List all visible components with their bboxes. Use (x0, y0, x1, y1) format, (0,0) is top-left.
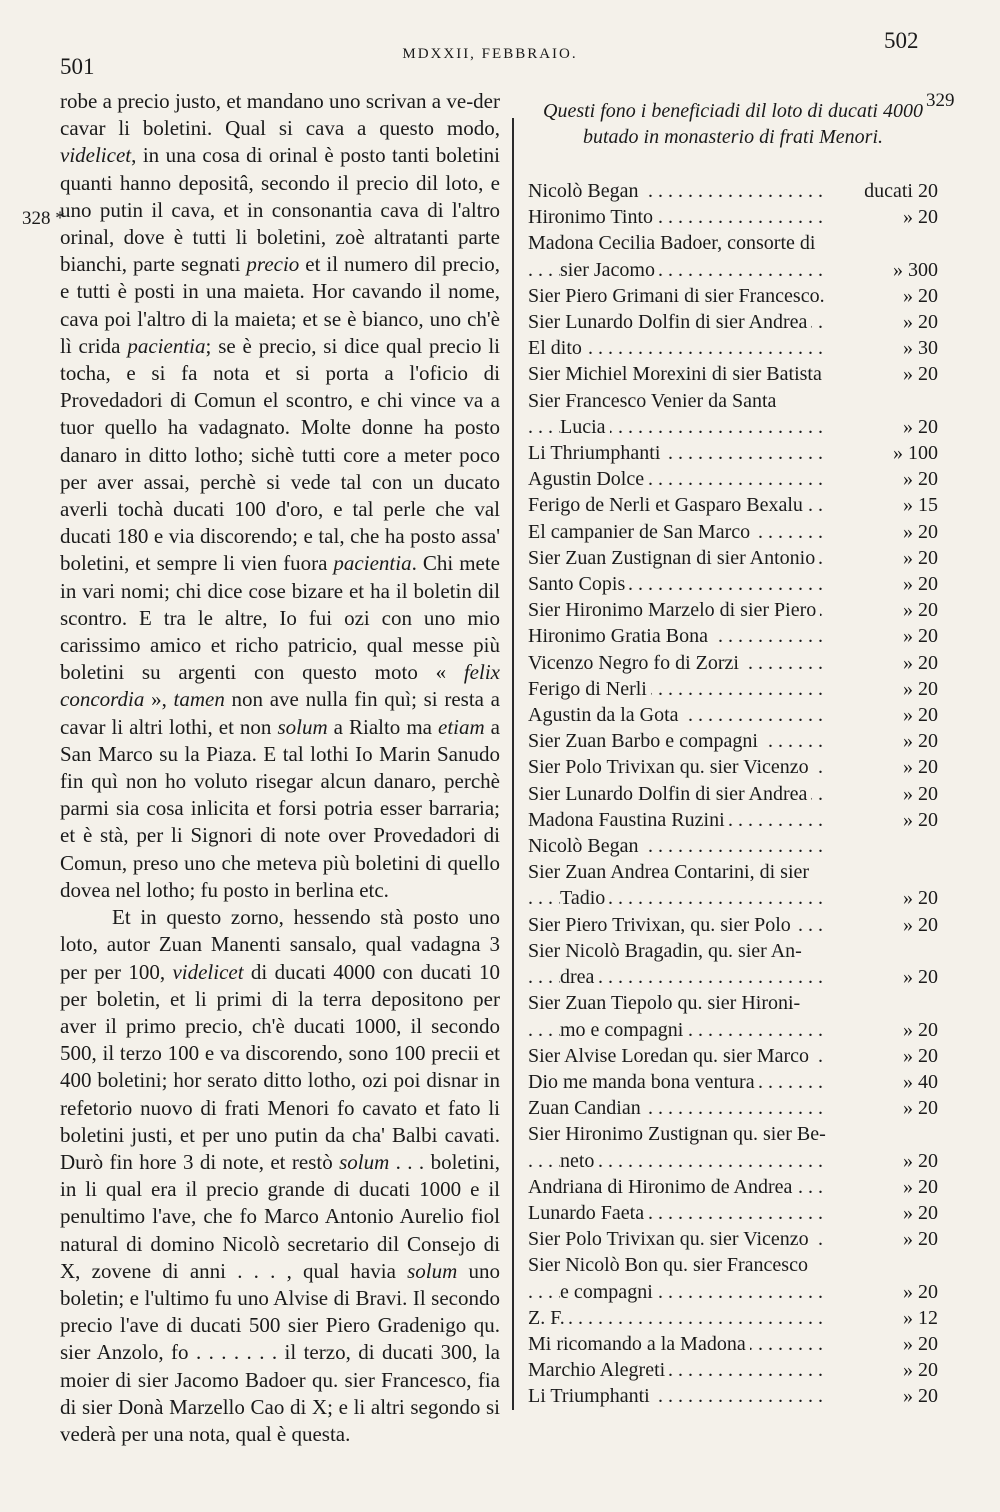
entry-name: Sier Francesco Venier da Santa (528, 390, 780, 412)
italic-run: felix concordia (60, 660, 500, 712)
list-item (528, 388, 938, 440)
entry-name: Tadio (560, 887, 609, 909)
entry-line (528, 1017, 938, 1043)
entry-name: Li Triumphanti (528, 1385, 654, 1407)
entry-line (528, 178, 938, 204)
entry-line (528, 309, 938, 335)
text-run: non ave nulla fin quì; si resta a cavar li altri lothi, et non (60, 687, 500, 739)
list-item (528, 938, 938, 990)
entry-amount: » 20 (899, 1331, 938, 1357)
italic-run: pacientia (333, 551, 412, 576)
text-run: , in una cosa di orinal è posto tanti boletini quanti hanno depositâ, secondo il precio dil loto, e uno putin il cava, et in consonantia cava di l'altro orinal, dove è tutti li boletini, zoè altratanti parte bianchi, parte segnati (60, 143, 500, 277)
entry-line (528, 1069, 938, 1095)
entry-line (528, 1252, 938, 1278)
entry-line (528, 1279, 938, 1305)
entry-line (528, 781, 938, 807)
entry-name: Sier Nicolò Bon qu. sier Francesco (528, 1254, 812, 1276)
entry-amount: » 20 (899, 807, 938, 833)
paragraph (60, 88, 500, 904)
entry-name: Sier Michiel Morexini di sier Batista (528, 363, 826, 385)
entry-name: Andriana di Hironimo de Andrea (528, 1176, 796, 1198)
entry-amount: » 30 (899, 335, 938, 361)
entry-amount: » 20 (899, 676, 938, 702)
entry-amount: » 20 (899, 1226, 938, 1252)
entry-name: Nicolò Began (528, 835, 643, 857)
entry-name: Mi ricomando a la Madona (528, 1333, 750, 1355)
list-item (528, 781, 938, 807)
page-number-right: 502 (884, 28, 919, 53)
entry-amount: » 20 (899, 597, 938, 623)
italic-run: solum (339, 1149, 390, 1174)
paragraph (60, 904, 500, 1448)
entry-line (528, 1226, 938, 1252)
entry-amount: » 15 (899, 492, 938, 518)
list-item (528, 283, 938, 309)
list-item (528, 1383, 938, 1409)
text-run: robe a precio justo, et mandano uno scrivan a ve-der cavar li boletini. Qual si cava a questo modo, (60, 89, 500, 141)
entry-amount: » 300 (889, 257, 938, 283)
text-run: et il numero dil precio, e tutti è posti in una maieta. Hor cavando il nome, cava poi l'altro di la maieta; et se è bianco, uno ch'è lì crida (60, 252, 500, 358)
italic-run: precio (246, 252, 300, 277)
text-run: . Chi mete in vari nomi; chi dice cose bizare et ha il boletin dil scontro. E tra le altre, Io fui ozi con uno mio carissimo amico et richo patricio, qual messe più boletini su argenti con questo moto « (60, 551, 501, 685)
entry-line (528, 1331, 938, 1357)
entry-amount: » 20 (899, 1174, 938, 1200)
entry-amount: » 20 (899, 1148, 938, 1174)
entry-name: Sier Alvise Loredan qu. sier Marco (528, 1045, 813, 1067)
entry-name: El dito (528, 337, 586, 359)
list-item (528, 1226, 938, 1252)
entry-amount: » 20 (899, 414, 938, 440)
entry-name: El campanier de San Marco (528, 521, 754, 543)
entry-line (528, 597, 938, 623)
list-item (528, 912, 938, 938)
entry-line (528, 702, 938, 728)
list-item (528, 597, 938, 623)
entry-name: Madona Cecilia Badoer, consorte di (528, 232, 819, 254)
beneficiaries-list (528, 178, 938, 1410)
entry-name: Sier Lunardo Dolfin di sier Andrea (528, 311, 811, 333)
entry-amount: ducati 20 (860, 178, 938, 204)
entry-amount: » 20 (899, 702, 938, 728)
entry-line (528, 361, 938, 387)
text-run: ; se è precio, si dice qual precio li tocha, e si fa nota et si porta a l'oficio di Provedadori di Comun el scontro, e chi vince va a tuor quello ha vadagnato. Molte donne ha posto danaro in ditto lotho; sichè tutti core a meter poco per aver assai, perchè si vede tal con un ducato averli tochà ducati 100 d'oro, e tal perle che val ducati 180 e via discorendo; e tal, che ha posto assa' boletini, et sempre li vien fuora (60, 333, 500, 576)
entry-line (528, 388, 938, 414)
list-item (528, 1357, 938, 1383)
entry-line (528, 912, 938, 938)
entry-name: Hironimo Tinto (528, 206, 657, 228)
entry-name: neto (560, 1150, 598, 1172)
entry-line (528, 283, 938, 309)
entry-name: e compagni (560, 1281, 657, 1303)
entry-amount: » 20 (899, 1357, 938, 1383)
entry-name: drea (560, 966, 598, 988)
entry-name: Dio me manda bona ventura (528, 1071, 759, 1093)
entry-line (528, 519, 938, 545)
text-run: . . . boletini, in li qual era il precio grande di ducati 1000 e il penultimo l'ave, che fo Marco Antonio Aurelio fiol natural di domino Nicolò secretario dil Consejo di X, zovene di anni . . . , qual havia (60, 1149, 500, 1283)
entry-line (528, 1043, 938, 1069)
entry-amount: » 20 (899, 283, 938, 309)
text-run: di ducati 4000 con ducati 10 per boletin, et li primi di la terra depositono per aver il primo precio, ch'è ducati 1000, il secondo 500, il terzo 100 e va discorendo, sono 100 precii et 400 boletini; hor serato ditto lotho, ozi poi disnar in refetorio nuovo di frati Menori fo cavato et fato li boletini justi, et per uno putin da cha' Balbi cavati. Durò fin hore 3 di note, et restò (60, 959, 500, 1174)
entry-name: Madona Faustina Ruzini (528, 809, 729, 831)
entry-name: Sier Polo Trivixan qu. sier Vicenzo (528, 756, 813, 778)
text-run: uno boletin; e l'ultimo fu uno Alvise di Bravi. Il secondo precio l'ave di ducati 500 sier Piero Gradenigo qu. sier Anzolo, fo . . . . . . . il terzo, di ducati 300, la moier di sier Jacomo Badoer qu. sier Francesco, fia di sier Donà Marzello Cao di X; e li altri segondo si vederà per una nota, qual è questa. (60, 1258, 501, 1446)
list-item (528, 230, 938, 282)
entry-name: Vicenzo Negro fo di Zorzi (528, 652, 743, 674)
entry-amount: » 20 (899, 519, 938, 545)
entry-line (528, 571, 938, 597)
entry-line (528, 1305, 938, 1331)
entry-line (528, 859, 938, 885)
entry-name: Li Thriumphanti (528, 442, 664, 464)
text-run: Et in questo zorno, hessendo stà posto uno loto, autor Zuan Manenti sansalo, qual vadagna 3 per per 100, (60, 905, 500, 984)
entry-name: Santo Copis (528, 573, 629, 595)
page-number-left: 501 (60, 54, 95, 79)
list-item (528, 990, 938, 1042)
entry-line (528, 414, 938, 440)
list-item (528, 807, 938, 833)
entry-line (528, 807, 938, 833)
entry-amount: » 20 (899, 1017, 938, 1043)
entry-amount: » 20 (899, 1279, 938, 1305)
entry-line (528, 938, 938, 964)
list-item (528, 492, 938, 518)
entry-amount: » 20 (899, 1095, 938, 1121)
entry-amount: » 20 (899, 885, 938, 911)
entry-line (528, 1095, 938, 1121)
list-item (528, 1331, 938, 1357)
entry-amount: » 20 (899, 466, 938, 492)
entry-line (528, 257, 938, 283)
entry-name: Sier Piero Trivixan, qu. sier Polo (528, 914, 795, 936)
entry-amount: » 40 (899, 1069, 938, 1095)
entry-line (528, 964, 938, 990)
entry-amount: » 20 (899, 728, 938, 754)
entry-line (528, 1174, 938, 1200)
entry-amount: » 20 (899, 781, 938, 807)
list-item (528, 728, 938, 754)
list-item (528, 519, 938, 545)
entry-amount: » 20 (899, 1383, 938, 1409)
list-item (528, 1174, 938, 1200)
list-item (528, 833, 938, 859)
entry-line (528, 230, 938, 256)
entry-line (528, 335, 938, 361)
italic-run: solum (407, 1258, 458, 1283)
list-item (528, 859, 938, 911)
entry-name: Sier Zuan Tiepolo qu. sier Hironi- (528, 992, 804, 1014)
entry-name: Lunardo Faeta (528, 1202, 648, 1224)
entry-name: Sier Lunardo Dolfin di sier Andrea (528, 783, 811, 805)
entry-line (528, 623, 938, 649)
entry-name: Ferigo de Nerli et Gasparo Bexalu (528, 494, 807, 516)
list-item (528, 178, 938, 204)
italic-run: solum (277, 714, 328, 739)
entry-line (528, 676, 938, 702)
entry-name: Sier Nicolò Bragadin, qu. sier An- (528, 940, 806, 962)
margin-note-right: 329 (926, 90, 955, 111)
entry-name: Sier Hironimo Zustignan qu. sier Be- (528, 1123, 830, 1145)
list-heading: Questi fono i beneficiadi dil loto di ducati 4000 butado in monasterio di frati Menori. (543, 100, 923, 148)
column-divider (512, 118, 514, 1410)
entry-name: Sier Polo Trivixan qu. sier Vicenzo (528, 1228, 813, 1250)
text-run: a Rialto ma (327, 714, 438, 739)
right-column (528, 98, 938, 1410)
left-column (60, 88, 500, 1448)
entry-amount: » 20 (899, 623, 938, 649)
entry-line (528, 466, 938, 492)
entry-line (528, 833, 938, 859)
entry-line (528, 1357, 938, 1383)
italic-run: etiam (438, 714, 485, 739)
entry-name: Marchio Alegreti (528, 1359, 669, 1381)
list-item (528, 440, 938, 466)
entry-line (528, 885, 938, 911)
entry-amount: » 20 (899, 964, 938, 990)
list-item (528, 204, 938, 230)
list-item (528, 1200, 938, 1226)
list-item (528, 702, 938, 728)
list-item (528, 309, 938, 335)
list-item (528, 1043, 938, 1069)
entry-line (528, 990, 938, 1016)
entry-amount: » 20 (899, 650, 938, 676)
entry-amount: » 20 (899, 204, 938, 230)
entry-line (528, 545, 938, 571)
list-item (528, 466, 938, 492)
entry-name: mo e compagni (560, 1019, 687, 1041)
italic-run: videlicet (60, 143, 132, 168)
entry-line (528, 1200, 938, 1226)
list-item (528, 545, 938, 571)
list-item (528, 1305, 938, 1331)
entry-amount: » 20 (899, 1200, 938, 1226)
list-item (528, 1069, 938, 1095)
text-run: a San Marco su la Piaza. E tal lothi Io Marin Sanudo fin quì non ho voluto risegar alcun danaro, perchè parmi sia cosa inlicita et forsi potria esser barraria; et è stà, per li Signori di note over Provedadori di Comun, preso uno che meteva più boletini di quello dovea nel lotho; fu posto in berlina etc. (60, 714, 500, 902)
entry-line (528, 440, 938, 466)
entry-name: Agustin da la Gota (528, 704, 683, 726)
running-head: MDXXII, FEBBRAIO. (402, 46, 578, 62)
entry-name: Sier Zuan Zustignan di sier Antonio (528, 547, 819, 569)
entry-amount: » 20 (899, 309, 938, 335)
entry-name: Ferigo di Nerli (528, 678, 651, 700)
text-run: », (144, 687, 174, 712)
list-item (528, 1095, 938, 1121)
entry-name: Nicolò Began (528, 180, 643, 202)
list-item (528, 571, 938, 597)
entry-name: Hironimo Gratia Bona (528, 625, 712, 647)
margin-note-left: 328 * (22, 208, 65, 229)
entry-name: sier Jacomo (560, 259, 659, 281)
entry-amount: » 20 (899, 912, 938, 938)
entry-amount: » 20 (899, 361, 938, 387)
entry-amount: » 12 (899, 1305, 938, 1331)
entry-amount: » 100 (889, 440, 938, 466)
entry-name: Z. F. (528, 1307, 569, 1329)
list-item (528, 623, 938, 649)
entry-name: Sier Zuan Barbo e compagni (528, 730, 762, 752)
italic-run: tamen (173, 687, 225, 712)
entry-name: Sier Piero Grimani di sier Francesco. (528, 285, 829, 307)
entry-amount: » 20 (899, 571, 938, 597)
italic-run: videlicet (172, 959, 244, 984)
list-item (528, 676, 938, 702)
entry-name: Zuan Candian (528, 1097, 645, 1119)
entry-amount: » 20 (899, 1043, 938, 1069)
list-item (528, 361, 938, 387)
list-item (528, 1121, 938, 1173)
list-item (528, 1252, 938, 1304)
entry-line (528, 1148, 938, 1174)
list-item (528, 754, 938, 780)
entry-amount: » 20 (899, 545, 938, 571)
entry-name: Agustin Dolce (528, 468, 648, 490)
entry-line (528, 1383, 938, 1409)
entry-name: Sier Zuan Andrea Contarini, di sier (528, 861, 813, 883)
list-item (528, 650, 938, 676)
entry-line (528, 1121, 938, 1147)
entry-line (528, 204, 938, 230)
entry-line (528, 728, 938, 754)
list-item (528, 335, 938, 361)
entry-name: Lucia (560, 416, 610, 438)
entry-line (528, 650, 938, 676)
entry-name: Sier Hironimo Marzelo di sier Piero (528, 599, 820, 621)
entry-line (528, 754, 938, 780)
entry-amount: » 20 (899, 754, 938, 780)
entry-line (528, 492, 938, 518)
italic-run: pacientia (127, 333, 206, 358)
